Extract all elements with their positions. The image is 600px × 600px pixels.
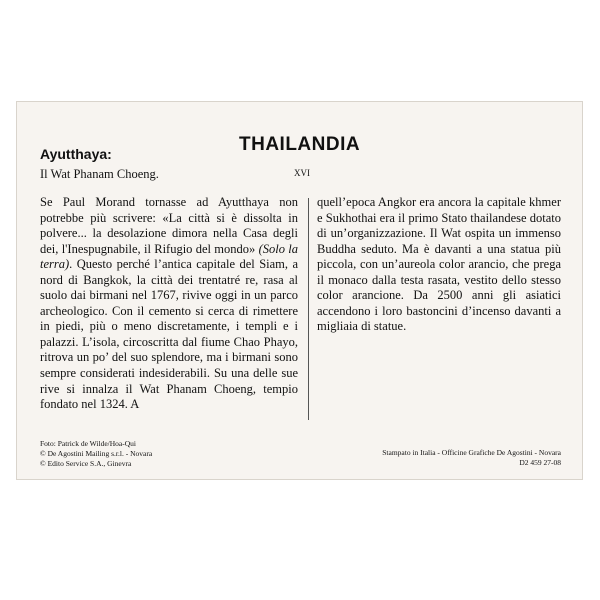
printer-line: Stampato in Italia - Officine Grafiche De Agostini - Novara bbox=[382, 448, 561, 457]
card-number: XVI bbox=[294, 168, 310, 178]
column-divider bbox=[308, 198, 309, 420]
body-text-right: quell’epoca Angkor era ancora la capitale khmer e Sukhothai era il primo Stato thailandese dotato di un’organizzazione. Il Wat ospita un immenso Buddha seduto. Ma è davanti a una statua più piccola, con un’aureola color arancio, che prega il monaco dalla testa rasata, vestito dello stesso color arancione. Da 2500 anni gli asiatici accendono i loro bastoncini d’incenso davanti a migliaia di statue. bbox=[317, 195, 561, 334]
body-text-part1: Se Paul Morand tornasse ad Ayutthaya non potrebbe più scrivere: «La città si è dissolta in polvere... la desolazione dimora nella Casa degli dei, l'Inespugnabile, il Rifugio del mondo» bbox=[40, 195, 298, 256]
body-text-part2: . Questo perché l’antica capitale del Siam, a nord di Bangkok, la città dei trentatré re, rasa al suolo dai birmani nel 1767, rivive oggi in un parco archeologico. Con il cemento si cerca di rimettere in piedi, più o meno discretamente, i templi e i palazzi. L’isola, circoscritta dal fiume Chao Phayo, ritrova un po’ del suo splendore, ma i birmani sono sempre considerati indesiderabili. Su una delle sue rive si innalza il Wat Phanam Choeng, tempio fondato nel 1324. A bbox=[40, 257, 298, 412]
credits-right bbox=[382, 448, 561, 468]
product-code: D2 459 27-08 bbox=[519, 458, 561, 468]
credits-left bbox=[40, 439, 152, 470]
body-text-left bbox=[40, 195, 298, 413]
place-heading: Ayutthaya: bbox=[40, 146, 112, 162]
subject-subtitle: Il Wat Phanam Choeng. bbox=[40, 167, 159, 181]
country-title: THAILANDIA bbox=[239, 134, 361, 155]
postcard-back bbox=[17, 102, 582, 479]
book-title-italic: (Solo la terra) bbox=[40, 241, 299, 272]
copyright-line-1: © De Agostini Mailing s.r.l. - Novara bbox=[40, 449, 153, 459]
photo-credit: Foto: Patrick de Wilde/Hoa-Qui bbox=[40, 439, 137, 448]
copyright-line-2: © Edito Service S.A., Ginevra bbox=[40, 459, 132, 469]
